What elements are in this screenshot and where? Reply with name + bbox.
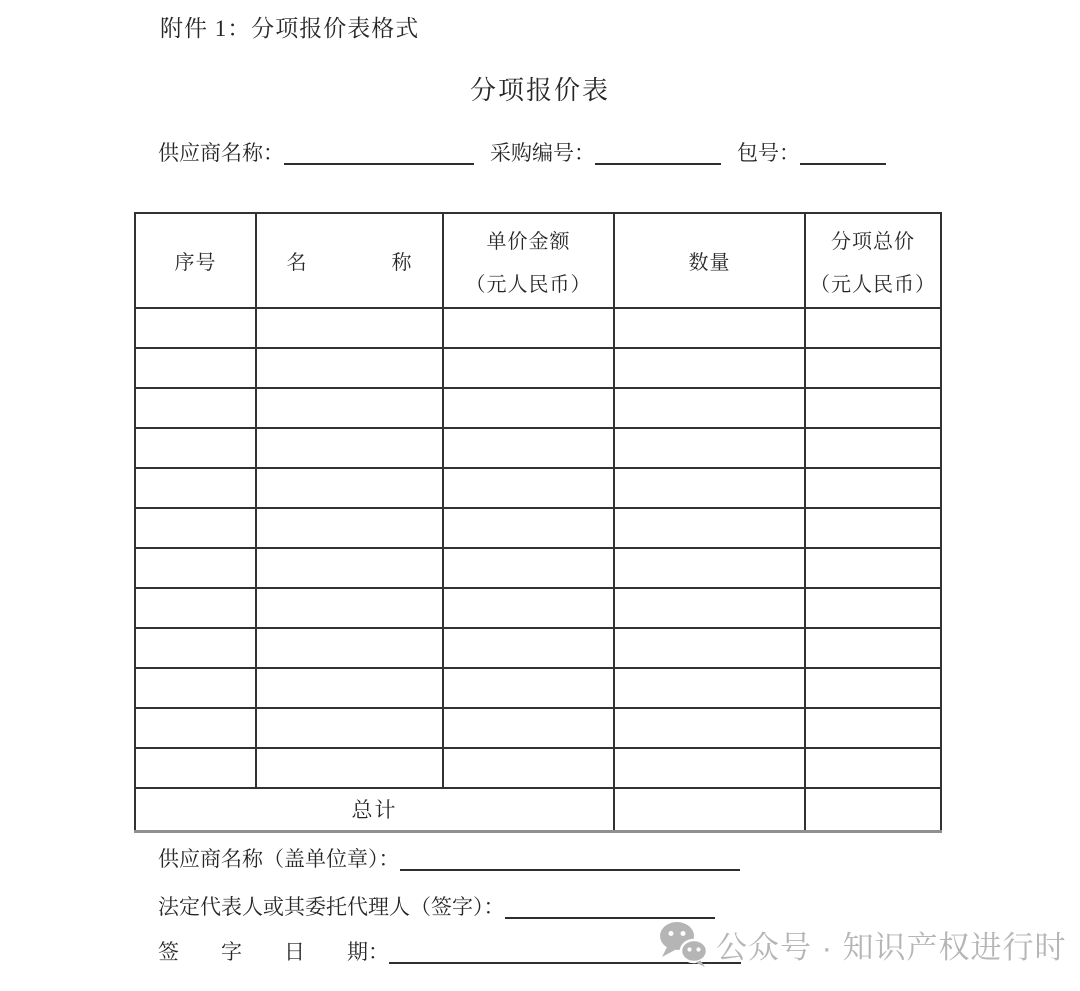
- table-cell: [805, 668, 941, 708]
- table-cell: [135, 548, 256, 588]
- procurement-no-blank: [595, 141, 721, 165]
- table-row: [135, 428, 941, 468]
- table-cell: [443, 388, 614, 428]
- table-cell: [135, 428, 256, 468]
- wechat-icon: [658, 920, 708, 968]
- table-cell: [443, 748, 614, 788]
- legal-rep-line: [158, 891, 715, 921]
- legal-rep-label: 法定代表人或其委托代理人（签字）：: [158, 895, 505, 919]
- table-row: [135, 348, 941, 388]
- table-cell: [135, 628, 256, 668]
- package-no-label: 包号：: [737, 141, 800, 165]
- table-cell: [443, 308, 614, 348]
- table-row: [135, 508, 941, 548]
- table-cell: [614, 508, 805, 548]
- quotation-table: [134, 212, 942, 833]
- supplier-name-blank: [284, 141, 474, 165]
- table-cell: [256, 308, 443, 348]
- table-cell: [805, 588, 941, 628]
- table-cell: [805, 508, 941, 548]
- table-cell: [256, 628, 443, 668]
- table-cell: [256, 588, 443, 628]
- table-cell: [805, 548, 941, 588]
- table-cell: [443, 508, 614, 548]
- table-cell: [256, 548, 443, 588]
- table-cell: [805, 388, 941, 428]
- legal-rep-blank: [505, 895, 715, 919]
- table-row: [135, 748, 941, 788]
- table-body: [135, 308, 941, 788]
- table-cell: [135, 748, 256, 788]
- table-cell: [805, 308, 941, 348]
- watermark: [658, 920, 1067, 968]
- table-cell: [805, 748, 941, 788]
- col-header-quantity: 数量: [614, 213, 805, 308]
- sign-date-line: [158, 936, 741, 966]
- table-cell: [135, 708, 256, 748]
- table-cell: [256, 428, 443, 468]
- total-row: [135, 788, 941, 831]
- table-cell: [805, 468, 941, 508]
- table-cell: [135, 668, 256, 708]
- page-title: 分项报价表: [469, 76, 610, 105]
- table-cell: [805, 628, 941, 668]
- table-cell: [614, 548, 805, 588]
- total-quantity-cell: [614, 788, 805, 831]
- form-header-line: [158, 137, 886, 167]
- table-cell: [443, 468, 614, 508]
- table-cell: [135, 508, 256, 548]
- table-cell: [614, 468, 805, 508]
- table-cell: [805, 348, 941, 388]
- table-cell: [256, 348, 443, 388]
- watermark-text: 公众号 · 知识产权进行时: [716, 929, 1067, 965]
- table-cell: [256, 388, 443, 428]
- table-cell: [256, 748, 443, 788]
- sign-date-label: 签 字 日 期：: [158, 940, 389, 964]
- table-cell: [256, 708, 443, 748]
- supplier-seal-label: 供应商名称（盖单位章）：: [158, 847, 400, 871]
- table-cell: [614, 348, 805, 388]
- table-cell: [614, 428, 805, 468]
- table-cell: [805, 428, 941, 468]
- procurement-no-label: 采购编号：: [490, 141, 595, 165]
- table-cell: [135, 388, 256, 428]
- table-row: [135, 468, 941, 508]
- table-row: [135, 588, 941, 628]
- table-row: [135, 628, 941, 668]
- table-footer: [135, 788, 941, 831]
- table-cell: [443, 668, 614, 708]
- total-label-cell: 总计: [135, 788, 614, 831]
- table-header-row: [135, 213, 941, 308]
- supplier-seal-blank: [400, 847, 740, 871]
- table-cell: [256, 508, 443, 548]
- table-row: [135, 308, 941, 348]
- table-cell: [135, 468, 256, 508]
- col-header-item-name: 名 称: [256, 213, 443, 308]
- table-cell: [256, 668, 443, 708]
- col-header-unit-price: 单价金额 （元人民币）: [443, 213, 614, 308]
- table-cell: [443, 588, 614, 628]
- table-header: [135, 213, 941, 308]
- table-cell: [443, 548, 614, 588]
- attachment-title: 附件 1：分项报价表格式: [160, 16, 420, 41]
- table-cell: [614, 748, 805, 788]
- col-header-subtotal: 分项总价 （元人民币）: [805, 213, 941, 308]
- package-no-blank: [800, 141, 886, 165]
- table-cell: [614, 708, 805, 748]
- table-cell: [135, 588, 256, 628]
- table-cell: [443, 428, 614, 468]
- table-cell: [256, 468, 443, 508]
- table-cell: [443, 628, 614, 668]
- col-header-serial-no: 序号: [135, 213, 256, 308]
- table-cell: [135, 348, 256, 388]
- supplier-name-label: 供应商名称：: [158, 141, 284, 165]
- table-row: [135, 708, 941, 748]
- total-price-cell: [805, 788, 941, 831]
- table-row: [135, 548, 941, 588]
- table-cell: [443, 348, 614, 388]
- table-cell: [614, 668, 805, 708]
- table-row: [135, 388, 941, 428]
- table-cell: [805, 708, 941, 748]
- table-cell: [614, 388, 805, 428]
- table-cell: [614, 308, 805, 348]
- supplier-seal-line: [158, 843, 740, 873]
- table-cell: [614, 588, 805, 628]
- table-cell: [443, 708, 614, 748]
- table-cell: [135, 308, 256, 348]
- table-row: [135, 668, 941, 708]
- table-cell: [614, 628, 805, 668]
